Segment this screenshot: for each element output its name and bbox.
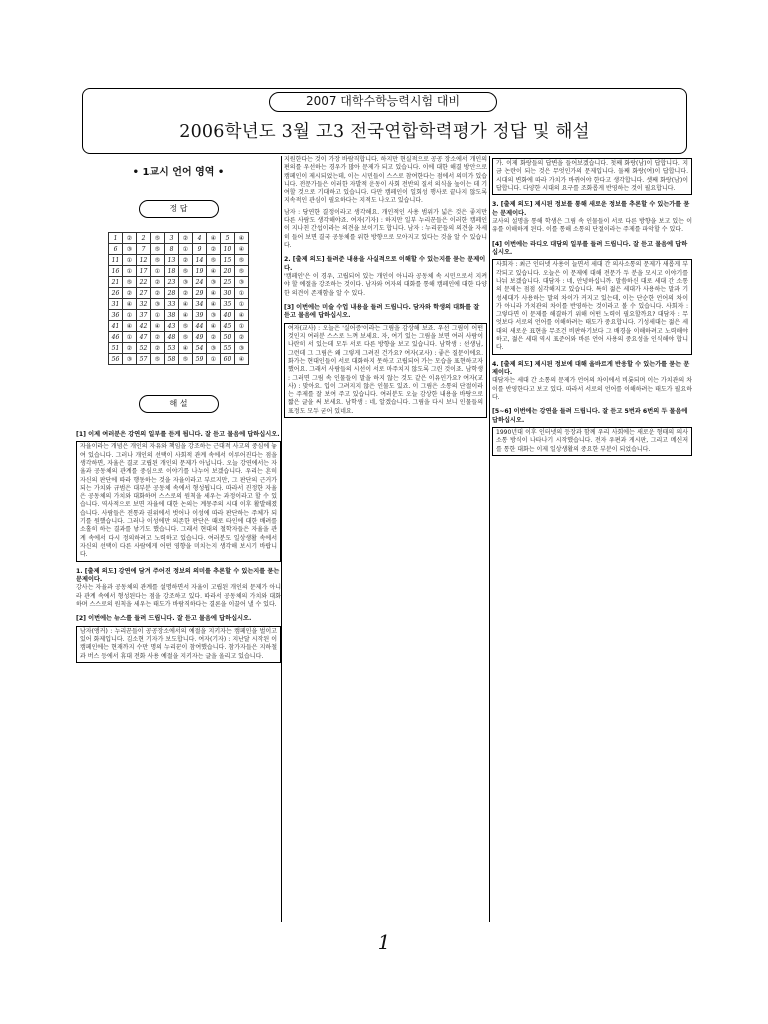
question-number: 31 [109, 299, 123, 310]
question-number: 53 [165, 343, 179, 354]
answer-table [108, 232, 249, 365]
passage-text: 자율이라는 개념은 개인의 자유와 책임을 강조하는 근대적 사고의 중심에 놓여 있습니다. 그러나 개인의 선택이 사회적 관계 속에서 이루어진다는 점을 생각하면, 자율은 결코 고립된 개인의 문제가 아닙니다. 오늘 강연에서는 자율과 공동체의 관계를 중심으로 이야기를 나누어 보겠습니다. 우리는 흔히 자신의 판단에 따라 행동하는 것을 자율이라고 부르지만, 그 판단의 근거가 되는 가치와 규범은 대부분 공동체 속에서 형성됩니다. 따라서 진정한 자율은 공동체의 가치와 대화하며 스스로의 원칙을 세우는 과정이라고 할 수 있습니다. 역사적으로 보면 자율에 대한 논의는 계몽주의 시대 이후 활발해졌습니다. 사람들은 전통과 권위에서 벗어나 이성에 따라 판단하는 주체가 되기를 원했습니다. 그러나 이성에만 의존한 판단은 때로 타인에 대한 배려를 소홀히 하는 결과를 낳기도 했습니다. 그래서 현대의 철학자들은 자율을 관계 속에서 다시 정의하려고 노력하고 있습니다. 여러분도 일상생활 속에서 자신의 선택이 다른 사람에게 어떤 영향을 미치는지 생각해 보시기 바랍니다. [80, 443, 277, 559]
left-column [76, 156, 281, 663]
question-number: 26 [109, 288, 123, 299]
question-number: 45 [221, 321, 235, 332]
answer-choice: ① [179, 244, 193, 255]
answer-choice: ③ [235, 277, 249, 288]
question-number: 44 [193, 321, 207, 332]
answer-choice: ④ [207, 299, 221, 310]
question-number: 27 [137, 288, 151, 299]
answer-choice: ② [123, 288, 137, 299]
question-number: 19 [193, 266, 207, 277]
question-number: 42 [137, 321, 151, 332]
question-number: 10 [221, 244, 235, 255]
answer-choice: ② [123, 343, 137, 354]
answer-choice: ③ [123, 354, 137, 365]
answer-choice: ④ [123, 321, 137, 332]
answer-row [109, 255, 249, 266]
explanation-heading: 1. [출제 의도] 강연에 담겨 주어진 정보의 의미를 추론할 수 있는지를 묻는 문제이다. [76, 567, 280, 583]
question-number: 23 [165, 277, 179, 288]
answer-choice: ⑤ [151, 354, 165, 365]
answer-row [109, 354, 249, 365]
answer-choice: ② [151, 343, 165, 354]
answer-choice: ⑤ [235, 255, 249, 266]
answer-row [109, 321, 249, 332]
question-number: 46 [109, 332, 123, 343]
question-number: 55 [221, 343, 235, 354]
question-number: 3 [165, 233, 179, 244]
question-number: 4 [193, 233, 207, 244]
question-number: 59 [193, 354, 207, 365]
answer-choice: ⑤ [123, 277, 137, 288]
question-number: 24 [193, 277, 207, 288]
explanation-text: 강사는 자율과 공동체의 관계를 설명하면서 자율이 고립된 개인의 문제가 아니라 관계 속에서 형성된다는 점을 강조하고 있다. 따라서 공동체의 가치와 대화하며 스스로의 원칙을 세우는 태도가 바람직하다는 결론을 이끌어 낼 수 있다. [76, 584, 281, 608]
answer-label: 정 답 [139, 200, 219, 218]
question-number: 2 [137, 233, 151, 244]
answer-choice: ③ [235, 343, 249, 354]
answer-choice: ③ [207, 277, 221, 288]
question-number: 54 [193, 343, 207, 354]
passage-text: 여자(교사) : 오늘은 '실어증'이라는 그림을 감상해 보죠. 우선 그림이 어떤 것인지 여러분 스스로 느껴 보세요. 자, 여기 있는 그림을 보면 여러 사람이 나란히 서 있는데 모두 서로 다른 방향을 보고 있습니다. 남학생 : 선생님, 그런데 그 그림은 왜 그렇게 그려진 건가요? 여자(교사) : 좋은 질문이에요. 화가는 현대인들이 서로 대화하지 못하고 고립되어 가는 모습을 표현하고자 했어요. 그래서 사람들의 시선이 서로 마주치지 않도록 그린 것이죠. 남학생 : 그러면 그림 속 인물들이 말을 하지 않는 것도 같은 이유인가요? 여자(교사) : 맞아요. 입이 그려지지 않은 인물도 있죠. 이 그림은 소통의 단절이라는 주제를 잘 보여 주고 있습니다. 여러분도 오늘 감상한 내용을 바탕으로 짧은 글을 써 보세요. 남학생 : 네, 알겠습니다. 그림을 다시 보니 인물들의 표정도 모두 굳어 있네요. [288, 324, 483, 415]
answer-choice: ⑤ [151, 233, 165, 244]
passage-box [76, 626, 281, 663]
passage-text: 가. 이제 화랑들의 답변을 들어보겠습니다. 첫째 화랑(남)이 답합니다. 지금 논란이 되는 것은 무엇인가의 문제입니다. 둘째 화랑(여)이 답합니다. 시대의 변화에 따라 가치가 바뀌어야 한다고 생각합니다. 셋째 화랑(남)이 답합니다. 다양한 시대의 요구를 조화롭게 반영하는 것이 필요합니다. [496, 160, 688, 192]
question-number: 25 [221, 277, 235, 288]
answer-choice: ② [151, 277, 165, 288]
question-heading: [4] 이번에는 라디오 대담의 일부를 들려 드립니다. 잘 듣고 물음에 답하십시오. [492, 240, 688, 256]
explanation-text: '캠페인'은 이 경우, 고립되어 있는 개인이 아니라 공동체 속 시민으로서 지켜야 할 예절을 강조하는 것이다. 남자와 여자의 대화를 통해 캠페인에 대한 다양한 의견이 존재함을 알 수 있다. [284, 273, 487, 297]
answer-choice: ④ [179, 310, 193, 321]
answer-choice: ④ [207, 321, 221, 332]
question-number: 50 [221, 332, 235, 343]
explanation-heading: 3. [출제 의도] 제시된 정보를 통해 새로운 정보를 추론할 수 있는가를 묻는 문제이다. [492, 201, 690, 217]
answer-row [109, 343, 249, 354]
question-number: 58 [165, 354, 179, 365]
answer-choice: ② [179, 233, 193, 244]
question-number: 38 [165, 310, 179, 321]
question-number: 35 [221, 299, 235, 310]
dialog-text: 남자 : 당연한 결정이라고 생각해요. 개인적인 사용 범위가 넓은 것은 좋지만 다른 사람도 생각해야죠. 여자(기자) : 하지만 일부 누리꾼들은 이러한 캠페인이 지나친 간섭이라는 의견을 보이기도 합니다. 남자 : 누리꾼들의 의견을 자세히 들어 보면 결국 공동체를 위한 방향으로 모아지고 있다는 것을 알 수 있습니다. [284, 208, 487, 249]
question-number: 8 [165, 244, 179, 255]
answer-choice: ④ [123, 299, 137, 310]
answer-choice: ② [179, 288, 193, 299]
question-number: 39 [193, 310, 207, 321]
answer-choice: ④ [235, 244, 249, 255]
explanation-heading: 2. [출제 의도] 들려준 내용을 사실적으로 이해할 수 있는지를 묻는 문제이다. [284, 256, 486, 272]
header-box [82, 88, 687, 154]
question-number: 28 [165, 288, 179, 299]
middle-column [284, 156, 487, 418]
question-number: 32 [137, 299, 151, 310]
answer-row [109, 266, 249, 277]
passage-text: 남자(앵커) : 누리꾼들이 공공장소에서의 예절을 지키자는 캠페인을 벌이고 있어 화제입니다. 김소현 기자가 보도합니다. 여자(기자) : 지난달 시작된 이 캠페인에는 현재까지 수만 명의 누리꾼이 참여했습니다. 참가자들은 지하철과 버스 등에서 휴대 전화 사용 예절을 지키자는 글을 올리고 있습니다. [80, 627, 277, 660]
section-title: • 1교시 언어 영역 • [132, 167, 225, 178]
question-number: 7 [137, 244, 151, 255]
answer-choice: ④ [151, 321, 165, 332]
question-number: 41 [109, 321, 123, 332]
question-number: 48 [165, 332, 179, 343]
answer-choice: ① [207, 354, 221, 365]
question-number: 33 [165, 299, 179, 310]
passage-box [492, 158, 692, 195]
answer-row [109, 288, 249, 299]
answer-row [109, 244, 249, 255]
answer-row [109, 277, 249, 288]
answer-choice: ④ [235, 310, 249, 321]
answer-choice: ④ [207, 233, 221, 244]
answer-choice: ③ [179, 277, 193, 288]
passage-text: 1990년대 이후 인터넷의 등장과 함께 우리 사회에는 새로운 형태의 의사소통 방식이 나타나기 시작했습니다. 전자 우편과 게시판, 그리고 메신저를 통한 대화는 이제 일상생활의 중요한 부분이 되었습니다. [496, 429, 688, 453]
passage-box [76, 441, 281, 561]
answer-choice: ④ [235, 233, 249, 244]
page-title: 2006학년도 3월 고3 전국연합학력평가 정답 및 해설 [179, 122, 590, 142]
answer-choice: ① [123, 255, 137, 266]
question-number: 47 [137, 332, 151, 343]
question-number: 34 [193, 299, 207, 310]
answer-choice: ⑤ [207, 255, 221, 266]
question-number: 14 [193, 255, 207, 266]
answer-choice: ③ [151, 299, 165, 310]
answer-choice: ① [235, 299, 249, 310]
answer-choice: ① [123, 332, 137, 343]
answer-choice: ② [207, 332, 221, 343]
passage-box [284, 323, 487, 418]
question-number: 11 [109, 255, 123, 266]
continued-text: 지원한다는 것이 가장 바람직합니다. 하지만 현실적으로 공공 장소에서 개인의 편의를 우선하는 경우가 많아 문제가 되고 있습니다. 이에 대한 해결 방안으로 캠페인이 제시되었는데, 이는 시민들이 스스로 참여한다는 점에서 의미가 있습니다. 전문가들은 이러한 자발적 운동이 사회 전반의 질서 의식을 높이는 데 기여할 것으로 기대하고 있습니다. 다만 캠페인이 일회성 행사로 끝나지 않도록 지속적인 관심이 필요하다는 지적도 나오고 있습니다. [284, 156, 487, 205]
answer-choice: ⑤ [179, 332, 193, 343]
question-number: 12 [137, 255, 151, 266]
question-number: 30 [221, 288, 235, 299]
answer-choice: ① [123, 266, 137, 277]
page-number: 1 [377, 930, 391, 954]
answer-choice: ① [235, 288, 249, 299]
answer-choice: ② [179, 255, 193, 266]
question-number: 60 [221, 354, 235, 365]
answer-choice: ① [151, 266, 165, 277]
question-number: 16 [109, 266, 123, 277]
answer-row [109, 332, 249, 343]
answer-choice: ② [123, 233, 137, 244]
explanation-text: 대담자는 세대 간 소통의 문제가 언어의 차이에서 비롯되며 이는 가치관의 차이를 반영한다고 보고 있다. 따라서 서로의 언어를 이해하려는 태도가 필요하다. [492, 377, 692, 402]
answer-choice: ④ [235, 354, 249, 365]
commentary-label: 해 설 [139, 395, 219, 413]
answer-choice: ③ [207, 343, 221, 354]
question-number: 51 [109, 343, 123, 354]
question-number: 9 [193, 244, 207, 255]
question-number: 13 [165, 255, 179, 266]
question-number: 21 [109, 277, 123, 288]
answer-row [109, 310, 249, 321]
question-number: 5 [221, 233, 235, 244]
answer-choice: ⑤ [179, 354, 193, 365]
answer-choice: ② [151, 332, 165, 343]
answer-choice: ⑤ [179, 266, 193, 277]
explanation-heading: 4. [출제 의도] 제시된 정보에 대해 올바르게 반응할 수 있는가를 묻는 문제이다. [492, 360, 690, 377]
question-number: 15 [221, 255, 235, 266]
answer-choice: ② [235, 332, 249, 343]
answer-choice: ② [207, 244, 221, 255]
answer-row [109, 233, 249, 244]
explanation-text: 교사의 설명을 통해 학생은 그림 속 인물들이 서로 다른 방향을 보고 있는 이유를 이해하게 된다. 이를 통해 소통의 단절이라는 주제를 파악할 수 있다. [492, 218, 692, 234]
question-number: 37 [137, 310, 151, 321]
answer-choice: ② [151, 288, 165, 299]
answer-choice: ③ [123, 244, 137, 255]
answer-choice: ⑤ [151, 255, 165, 266]
question-number: 40 [221, 310, 235, 321]
question-number: 6 [109, 244, 123, 255]
answer-choice: ③ [207, 310, 221, 321]
right-column [492, 156, 692, 456]
column-divider [489, 156, 490, 922]
question-number: 56 [109, 354, 123, 365]
answer-choice: ④ [207, 266, 221, 277]
question-number: 49 [193, 332, 207, 343]
answer-choice: ④ [207, 288, 221, 299]
answer-choice: ④ [179, 343, 193, 354]
question-number: 57 [137, 354, 151, 365]
column-divider [281, 156, 282, 922]
question-number: 17 [137, 266, 151, 277]
answer-choice: ⑤ [235, 266, 249, 277]
answer-choice: ① [123, 310, 137, 321]
passage-box [492, 259, 692, 354]
answer-choice: ① [235, 321, 249, 332]
question-number: 43 [165, 321, 179, 332]
question-heading: [1] 이제 여러분은 강연의 일부를 듣게 됩니다. 잘 듣고 물음에 답하십시오. [76, 431, 280, 438]
question-number: 52 [137, 343, 151, 354]
question-number: 36 [109, 310, 123, 321]
question-heading: [3] 이번에는 미술 수업 내용을 들려 드립니다. 담자와 학생의 대화를 잘 듣고 물음에 답하십시오. [284, 303, 480, 320]
answer-row [109, 299, 249, 310]
answer-choice: ⑤ [179, 321, 193, 332]
question-number: 20 [221, 266, 235, 277]
answer-choice: ④ [179, 299, 193, 310]
question-number: 18 [165, 266, 179, 277]
question-number: 22 [137, 277, 151, 288]
exam-banner: 2007 대학수학능력시험 대비 [269, 92, 497, 112]
question-number: 1 [109, 233, 123, 244]
answer-choice: ⑤ [151, 244, 165, 255]
question-heading: [2] 이번에는 뉴스를 들려 드립니다. 잘 듣고 물음에 답하십시오. [76, 615, 252, 623]
passage-box [492, 427, 692, 456]
passage-text: 사회자 : 최근 인터넷 사용이 늘면서 세대 간 의사소통의 문제가 새롭게 부각되고 있습니다. 오늘은 이 문제에 대해 전문가 두 분을 모시고 이야기를 나눠 보겠습니다. 대담자 : 네, 안녕하십니까. 말씀하신 대로 세대 간 소통의 문제는 점점 심각해지고 있습니다. 특히 젊은 세대가 사용하는 말과 기성세대가 사용하는 말의 차이가 커지고 있는데, 이는 단순한 언어의 차이가 아니라 가치관의 차이를 반영하는 것이라고 볼 수 있습니다. 사회자 : 그렇다면 이 문제를 해결하기 위해 어떤 노력이 필요할까요? 대담자 : 무엇보다 서로의 언어를 이해하려는 태도가 중요합니다. 기성세대는 젊은 세대의 새로운 표현을 무조건 비판하기보다 그 배경을 이해하려고 노력해야 하고, 젊은 세대 역시 표준어와 바른 언어 사용의 중요성을 인식해야 합니다. [496, 261, 688, 352]
question-number: 29 [193, 288, 207, 299]
answer-choice: ① [151, 310, 165, 321]
question-heading: [5~6] 이번에는 강연을 들려 드립니다. 잘 듣고 5번과 6번의 두 물음에 답하십시오. [492, 408, 688, 424]
